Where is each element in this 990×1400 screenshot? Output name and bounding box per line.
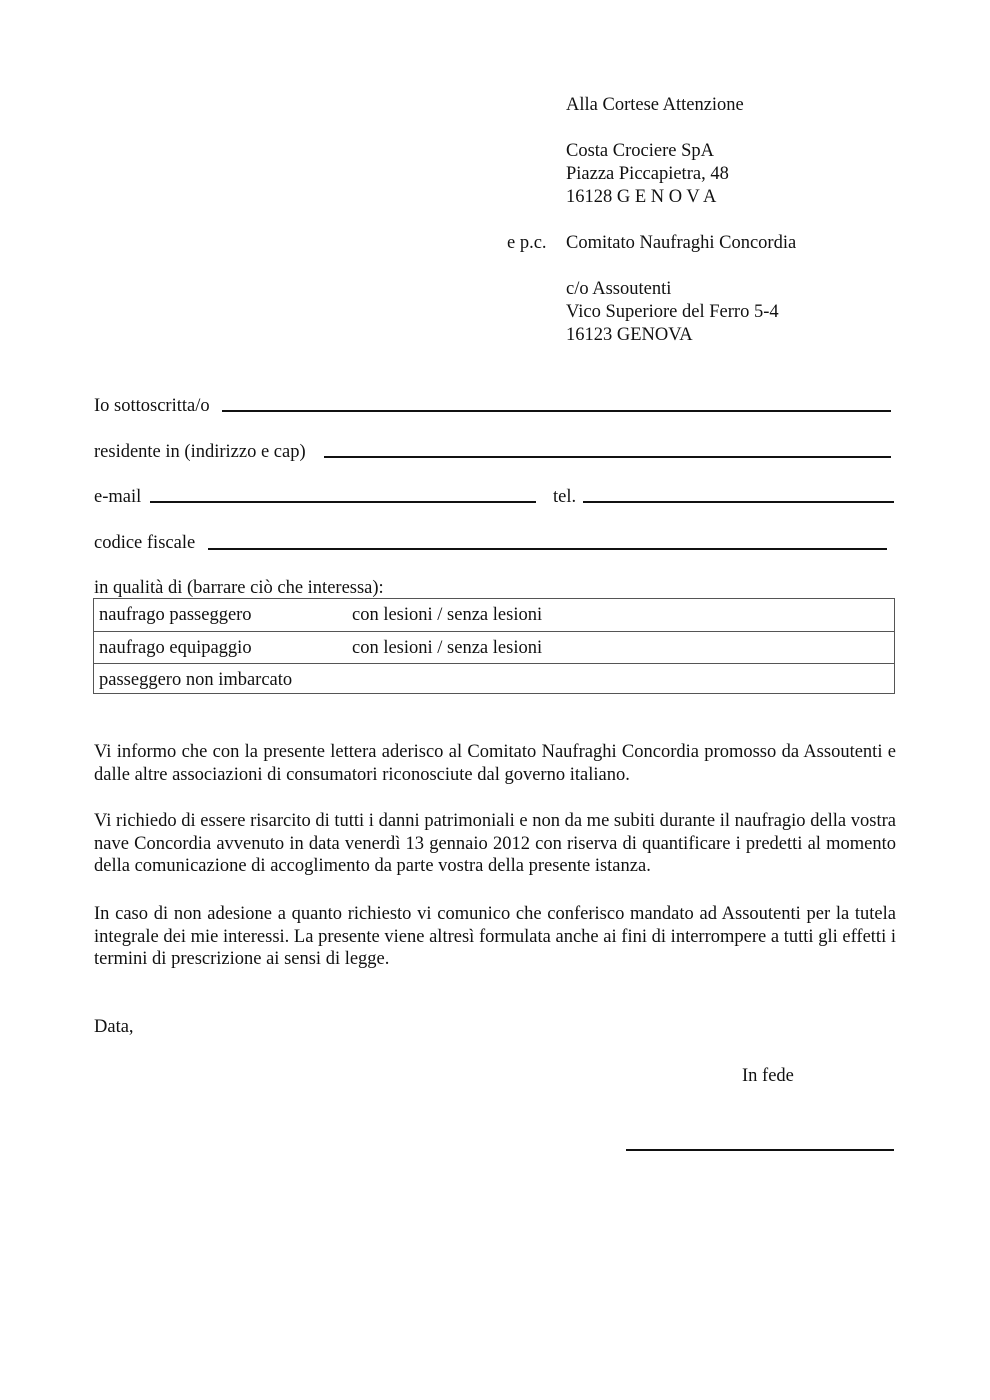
attention-line: Alla Cortese Attenzione <box>566 95 744 115</box>
cc-street: Vico Superiore del Ferro 5-4 <box>566 302 779 322</box>
role-name: naufrago equipaggio <box>99 638 252 658</box>
body-paragraph-2: Vi richiedo di essere risarcito di tutti i danni patrimoniali e non da me subiti durante il naufragio della vostra nave Concordia avvenuto in data venerdì 13 gennaio 2012 con riserva di quantificare i predetti al momento della comunicazione di accoglimento da parte vostra della presente istanza. <box>94 811 896 877</box>
role-option: con lesioni / senza lesioni <box>352 638 543 658</box>
body-paragraph-1: Vi informo che con la presente lettera aderisco al Comitato Naufraghi Concordia promosso da Assoutenti e dalle altre associazioni di consumatori riconosciute dal governo italiano. <box>94 742 896 785</box>
role-name: passeggero non imbarcato <box>99 670 293 690</box>
role-label: in qualità di (barrare ciò che interessa): <box>94 578 384 598</box>
body-paragraph-3: In caso di non adesione a quanto richiesto vi comunico che conferisco mandato ad Assoutenti per la tutela integrale dei mie interessi. La presente viene altresì formulata anche ai fini di interrompere a tutti gli effetti i termini di prescrizione ai sensi di legge. <box>94 904 896 970</box>
role-table <box>93 598 895 694</box>
date-label: Data, <box>94 1017 134 1037</box>
tel-field-label: tel. <box>553 487 577 507</box>
name-field-line[interactable] <box>222 410 891 412</box>
address-field-line[interactable] <box>324 456 891 458</box>
role-name: naufrago passeggero <box>99 605 252 625</box>
tax-code-field-line[interactable] <box>208 548 887 550</box>
cc-care-of: c/o Assoutenti <box>566 279 672 299</box>
cc-label: e p.c. <box>507 233 547 253</box>
email-field-line[interactable] <box>150 501 536 503</box>
email-field-label: e-mail <box>94 487 142 507</box>
tax-code-field-label: codice fiscale <box>94 533 196 553</box>
role-row[interactable] <box>94 631 894 663</box>
cc-city: 16123 GENOVA <box>566 325 693 345</box>
name-field-label: Io sottoscritta/o <box>94 396 210 416</box>
recipient-company: Costa Crociere SpA <box>566 141 714 161</box>
role-row[interactable] <box>94 663 894 695</box>
cc-name: Comitato Naufraghi Concordia <box>566 233 797 253</box>
role-row[interactable] <box>94 599 894 631</box>
tel-field-line[interactable] <box>583 501 894 503</box>
recipient-street: Piazza Piccapietra, 48 <box>566 164 729 184</box>
recipient-city: 16128 G E N O V A <box>566 187 717 207</box>
signoff: In fede <box>742 1066 794 1086</box>
role-option: con lesioni / senza lesioni <box>352 605 543 625</box>
address-field-label: residente in (indirizzo e cap) <box>94 442 306 462</box>
signature-line[interactable] <box>626 1149 894 1151</box>
